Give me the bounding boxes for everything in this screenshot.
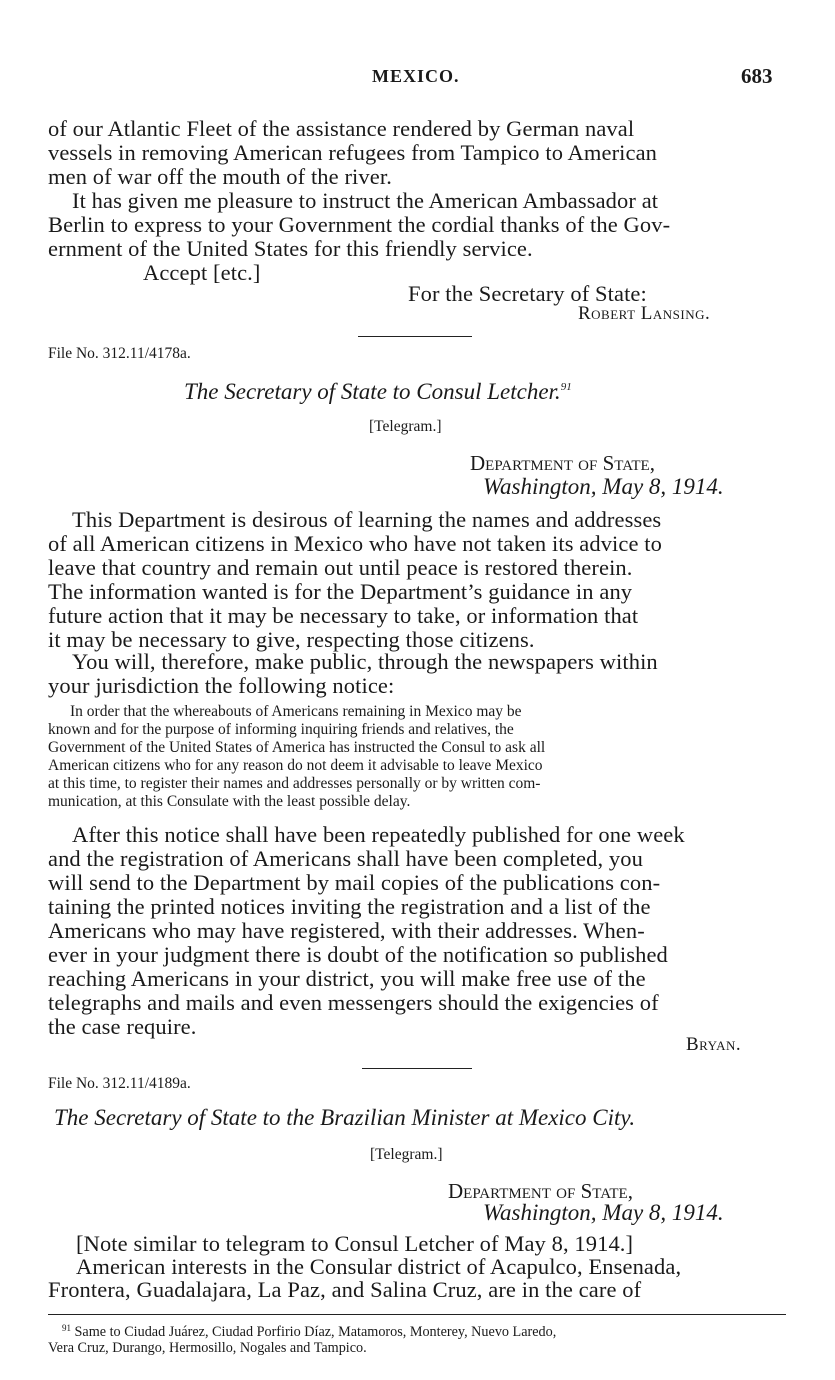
text-line: This Department is desirous of learning the names and addresses bbox=[72, 507, 662, 532]
place-date: Washington, May 8, 1914. bbox=[483, 474, 724, 499]
notice-line: American citizens who for any reason do not deem it advisable to leave Mexico bbox=[48, 757, 543, 774]
footnote-reference: 91 bbox=[560, 381, 572, 393]
text-line: telegraphs and mails and even messengers should the exigencies of bbox=[48, 990, 659, 1015]
department-heading: Department of State, bbox=[448, 1179, 633, 1203]
text-line: will send to the Department by mail copies of the publications con- bbox=[48, 870, 661, 895]
file-number: File No. 312.11/4178a. bbox=[48, 345, 191, 362]
page-number: 683 bbox=[741, 64, 773, 88]
file-number: File No. 312.11/4189a. bbox=[48, 1075, 191, 1092]
telegram-label: [Telegram.] bbox=[369, 418, 442, 435]
text-line: and the registration of Americans shall have been completed, you bbox=[48, 846, 643, 871]
text-line: Frontera, Guadalajara, La Paz, and Salina Cruz, are in the care of bbox=[48, 1277, 642, 1302]
document-title: The Secretary of State to the Brazilian Minister at Mexico City. bbox=[54, 1105, 636, 1130]
footnote-text-line: Vera Cruz, Durango, Hermosillo, Nogales and Tampico. bbox=[48, 1340, 367, 1356]
text-line: the case require. bbox=[48, 1014, 197, 1039]
place-date: Washington, May 8, 1914. bbox=[483, 1200, 724, 1225]
text-line: leave that country and remain out until peace is restored therein. bbox=[48, 555, 633, 580]
for-secretary-line: For the Secretary of State: bbox=[408, 281, 647, 306]
notice-line: Government of the United States of America has instructed the Consul to ask all bbox=[48, 739, 546, 756]
text-line: reaching Americans in your district, you will make free use of the bbox=[48, 966, 646, 991]
running-title: MEXICO. bbox=[372, 66, 460, 86]
text-line: Berlin to express to your Government the cordial thanks of the Gov- bbox=[48, 212, 671, 237]
text-line: You will, therefore, make public, through the newspapers within bbox=[72, 649, 658, 674]
signature-bryan: Bryan. bbox=[686, 1034, 742, 1055]
text-line: It has given me pleasure to instruct the American Ambassador at bbox=[72, 188, 659, 213]
footnote bbox=[62, 1324, 556, 1340]
footnote-marker: 91 bbox=[62, 1323, 71, 1333]
text-line: vessels in removing American refugees from Tampico to American bbox=[48, 140, 658, 165]
text-line: it may be necessary to give, respecting those citizens. bbox=[48, 627, 535, 652]
text-line: Americans who may have registered, with their addresses. When- bbox=[48, 918, 645, 943]
notice-line: known and for the purpose of informing inquiring friends and relatives, the bbox=[48, 721, 514, 738]
telegram-label: [Telegram.] bbox=[370, 1146, 443, 1163]
text-line: ernment of the United States for this friendly service. bbox=[48, 236, 533, 261]
notice-line: at this time, to register their names and addresses personally or by written com- bbox=[48, 775, 541, 792]
text-line: taining the printed notices inviting the registration and a list of the bbox=[48, 894, 651, 919]
notice-line: In order that the whereabouts of Americans remaining in Mexico may be bbox=[70, 703, 522, 720]
section-divider bbox=[358, 336, 472, 337]
text-line: of our Atlantic Fleet of the assistance rendered by German naval bbox=[48, 116, 635, 141]
document-title bbox=[184, 379, 572, 405]
footnote-text: Same to Ciudad Juárez, Ciudad Porfirio Díaz, Matamoros, Monterey, Nuevo Laredo, bbox=[74, 1324, 557, 1340]
closing-line: Accept [etc.] bbox=[143, 260, 261, 285]
text-line: of all American citizens in Mexico who have not taken its advice to bbox=[48, 531, 663, 556]
document-title-text: The Secretary of State to Consul Letcher. bbox=[184, 379, 561, 404]
footnote-divider bbox=[48, 1314, 786, 1315]
text-line: After this notice shall have been repeatedly published for one week bbox=[72, 822, 685, 847]
section-divider bbox=[362, 1068, 472, 1069]
department-heading: Department of State, bbox=[470, 451, 655, 475]
signature-lansing: Robert Lansing. bbox=[578, 303, 711, 324]
text-line: future action that it may be necessary to take, or information that bbox=[48, 603, 639, 628]
notice-line: munication, at this Consulate with the least possible delay. bbox=[48, 793, 411, 810]
text-line: your jurisdiction the following notice: bbox=[48, 673, 395, 698]
text-line: men of war off the mouth of the river. bbox=[48, 164, 392, 189]
text-line: ever in your judgment there is doubt of the notification so published bbox=[48, 942, 668, 967]
text-line: [Note similar to telegram to Consul Letcher of May 8, 1914.] bbox=[76, 1231, 634, 1256]
text-line: The information wanted is for the Department’s guidance in any bbox=[48, 579, 633, 604]
text-line: American interests in the Consular district of Acapulco, Ensenada, bbox=[76, 1254, 682, 1279]
